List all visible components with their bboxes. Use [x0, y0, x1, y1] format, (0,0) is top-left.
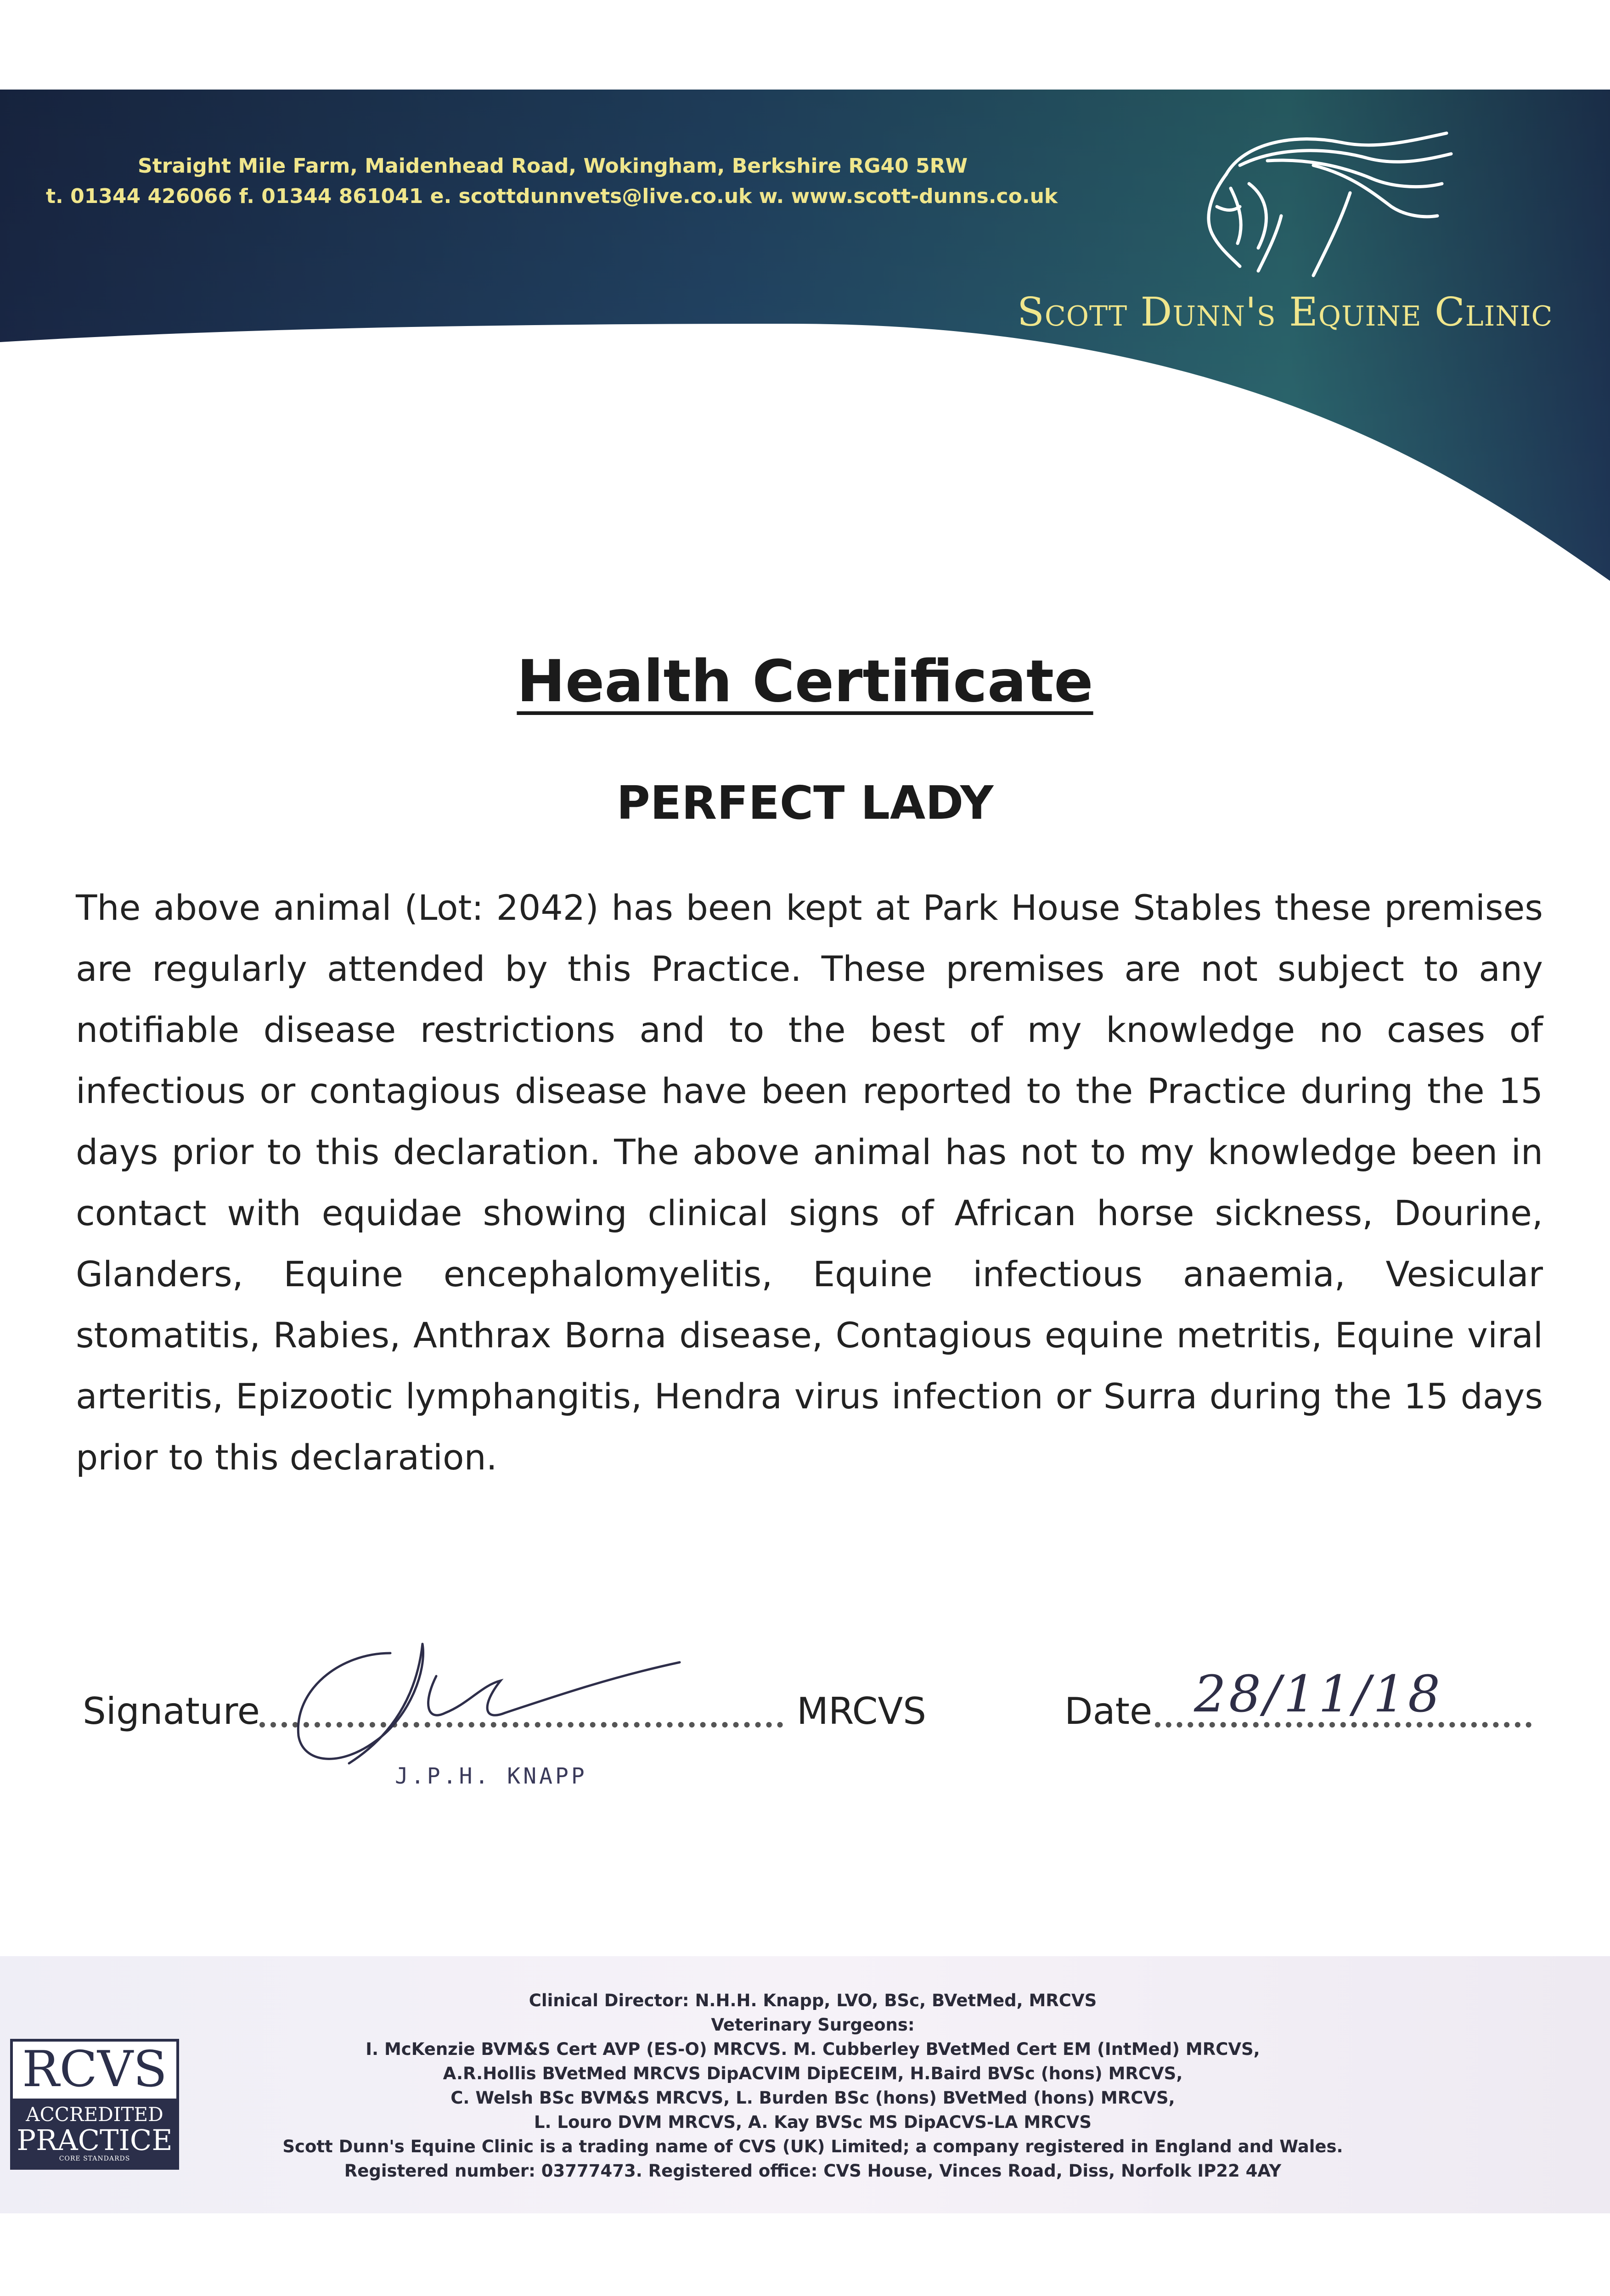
signature-label: Signature: [83, 1690, 260, 1733]
footer-clinical-director: Clinical Director: N.H.H. Knapp, LVO, BSc, BVetMed, MRCVS: [529, 1991, 1097, 2010]
signature-suffix: MRCVS: [797, 1690, 926, 1733]
rcvs-logo-line1: ACCREDITED: [26, 2103, 163, 2126]
footer-surgeons-line4: L. Louro DVM MRCVS, A. Kay BVSc MS DipACVS-LA MRCVS: [534, 2112, 1092, 2132]
date-value: 28/11/18: [1194, 1665, 1443, 1723]
rcvs-logo-line3: CORE STANDARDS: [59, 2155, 130, 2162]
signatory-name: J.P.H. KNAPP: [395, 1763, 587, 1789]
rcvs-accredited-logo: [10, 2039, 179, 2170]
rcvs-logo-banner: [13, 2100, 176, 2167]
certificate-title: Health Certificate: [517, 647, 1093, 715]
footer-surgeons-heading: Veterinary Surgeons:: [711, 2015, 915, 2035]
rcvs-logo-line2: PRACTICE: [17, 2123, 173, 2157]
rcvs-logo-title: RCVS: [13, 2044, 176, 2101]
date-label: Date: [1064, 1690, 1153, 1733]
footer-surgeons-line1: I. McKenzie BVM&S Cert AVP (ES-O) MRCVS. M. Cubberley BVetMed Cert EM (IntMed) MRCVS,: [366, 2039, 1260, 2059]
header-address: Straight Mile Farm, Maidenhead Road, Wokingham, Berkshire RG40 5RW: [138, 154, 968, 178]
certificate-body: The above animal (Lot: 2042) has been kept at Park House Stables these premises are regularly attended by this Practice. These premises are not subject to any notifiable disease restrictions and to the best of my knowledge no cases of infectious or contagious disease have been reported to the Practice during the 15 days prior to this declaration. The above animal has not to my knowledge been in contact with equidae showing clinical signs of African horse sickness, Dourine, Glanders, Equine encephalomyelitis, Equine infectious anaemia, Vesicular stomatitis, Rabies, Anthrax Borna disease, Contagious equine metritis, Equine viral arteritis, Epizootic lymphangitis, Hendra virus infection or Surra during the 15 days prior to this declaration.: [76, 887, 1543, 1478]
header-contacts: t. 01344 426066 f. 01344 861041 e. scottdunnvets@live.co.uk w. www.scott-dunns.co.uk: [46, 185, 1058, 208]
footer-trading-name: Scott Dunn's Equine Clinic is a trading name of CVS (UK) Limited; a company registered in England and Wales.: [282, 2137, 1343, 2156]
footer-surgeons-line2: A.R.Hollis BVetMed MRCVS DipACVIM DipECEIM, H.Baird BVSc (hons) MRCVS,: [443, 2064, 1183, 2083]
footer-registered-office: Registered number: 03777473. Registered office: CVS House, Vinces Road, Diss, Norfolk IP22 4AY: [344, 2161, 1282, 2181]
clinic-name: Scott Dunn's Equine Clinic: [1017, 289, 1553, 335]
horse-head-logo-icon: [1176, 115, 1460, 280]
horse-name: PERFECT LADY: [616, 776, 994, 830]
footer-surgeons-line3: C. Welsh BSc BVM&S MRCVS, L. Burden BSc (hons) BVetMed (hons) MRCVS,: [450, 2088, 1175, 2108]
